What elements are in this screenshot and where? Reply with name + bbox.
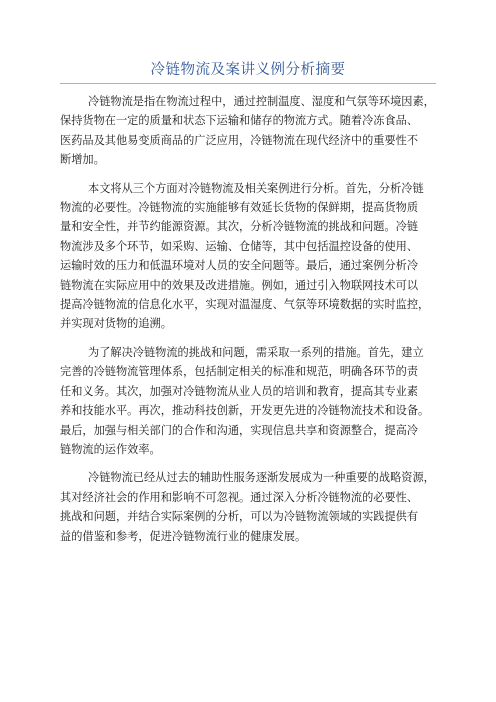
paragraph-line: 链物流的运作效率。 (60, 442, 161, 456)
paragraph-line: 物流的必要性。冷链物流的实施能够有效延长货物的保鲜期，提高货物质 (60, 201, 419, 215)
paragraph-line: 挑战和问题，并结合实际案例的分析，可以为冷链物流领域的实践提供有 (60, 510, 419, 524)
document-title: 冷链物流及案讲义例分析摘要 (150, 62, 346, 78)
paragraph-4 (60, 468, 436, 546)
paragraph-line: 保持货物在一定的质量和状态下运输和储存的物流方式。随着冷冻食品、 (60, 114, 419, 128)
paragraph-line: 最后，加强与相关部门的合作和沟通，实现信息共享和资源整合，提高冷 (60, 423, 419, 437)
paragraph-line: 养和技能水平。再次，推动科技创新，开发更先进的冷链物流技术和设备。 (60, 404, 430, 418)
document-body (60, 92, 436, 555)
paragraph-line: 其对经济社会的作用和影响不可忽视。通过深入分析冷链物流的必要性、 (60, 490, 419, 504)
paragraph-line: 链物流在实际应用中的效果及改进措施。例如，通过引入物联网技术可以 (60, 278, 419, 292)
paragraph-3 (60, 343, 436, 459)
paragraph-line: 冷链物流已经从过去的辅助性服务逐渐发展成为一种重要的战略资源， (88, 471, 435, 485)
paragraph-line: 物流涉及多个环节，如采购、运输、仓储等，其中包括温控设备的使用、 (60, 239, 419, 253)
paragraph-2 (60, 179, 436, 334)
paragraph-line: 提高冷链物流的信息化水平，实现对温湿度、气氛等环境数据的实时监控， (60, 298, 430, 312)
paragraph-line: 任和义务。其次，加强对冷链物流从业人员的培训和教育，提高其专业素 (60, 384, 419, 398)
title-underline (60, 83, 436, 84)
paragraph-line: 运输时效的压力和低温环境对人员的安全问题等。最后，通过案例分析冷 (60, 259, 419, 273)
paragraph-1 (60, 92, 436, 170)
paragraph-line: 为了解决冷链物流的挑战和问题，需采取一系列的措施。首先，建立 (88, 345, 424, 359)
paragraph-line: 完善的冷链物流管理体系，包括制定相关的标准和规范，明确各环节的责 (60, 365, 419, 379)
paragraph-line: 断增加。 (60, 153, 105, 167)
paragraph-line: 医药品及其他易变质商品的广泛应用，冷链物流在现代经济中的重要性不 (60, 133, 419, 147)
paragraph-line: 本文将从三个方面对冷链物流及相关案例进行分析。首先，分析冷链 (88, 181, 424, 195)
paragraph-line: 并实现对货物的追溯。 (60, 317, 172, 331)
paragraph-line: 冷链物流是指在物流过程中，通过控制温度、湿度和气氛等环境因素， (88, 95, 435, 108)
paragraph-line: 量和安全性，并节约能源资源。其次，分析冷链物流的挑战和问题。冷链 (60, 220, 419, 234)
paragraph-line: 益的借鉴和参考，促进冷链物流行业的健康发展。 (60, 529, 307, 543)
